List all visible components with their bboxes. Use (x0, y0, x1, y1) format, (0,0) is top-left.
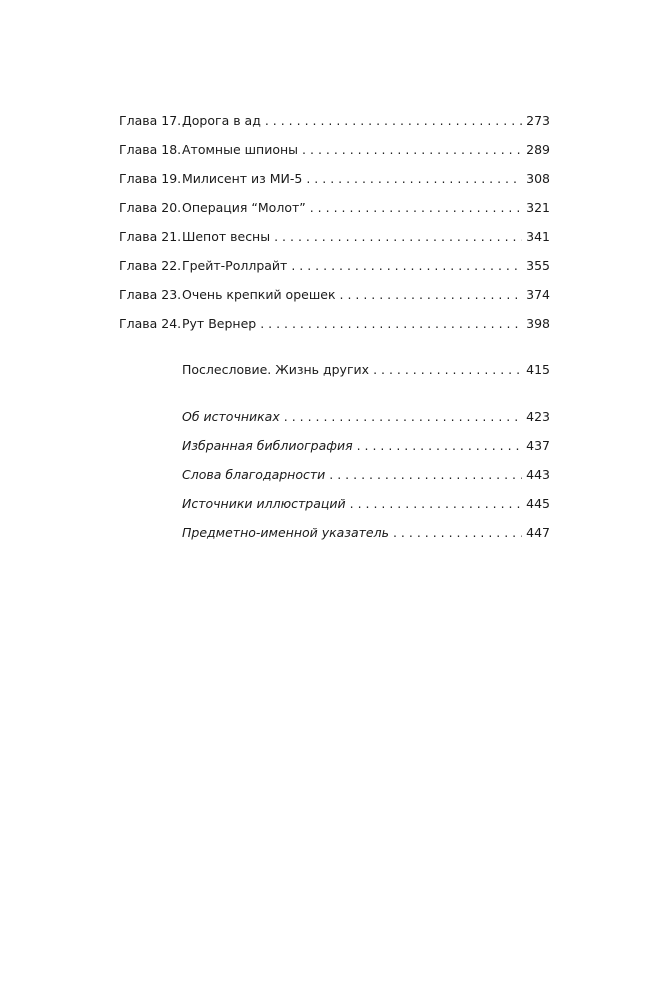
chapter-title: Операция “Молот” (182, 200, 306, 215)
toc-entry (182, 228, 550, 246)
dot-leader (350, 495, 523, 513)
page-number: 289 (526, 142, 550, 157)
dot-leader (302, 141, 522, 159)
toc-chapter-21 (0, 228, 659, 246)
chapter-title: Рут Вернер (182, 316, 257, 331)
dot-leader (393, 524, 522, 542)
dot-leader (306, 170, 522, 188)
page-number: 437 (526, 438, 550, 453)
page-number: 308 (526, 171, 550, 186)
chapter-label: Глава 23. (119, 287, 182, 302)
toc-entry (182, 112, 550, 130)
toc-chapter-18 (0, 141, 659, 159)
toc-entry (182, 524, 550, 542)
appendix-title: Предметно-именной указатель (182, 525, 389, 540)
chapter-title: Милисент из МИ-5 (182, 171, 303, 186)
dot-leader (329, 466, 522, 484)
chapter-label: Глава 22. (119, 258, 182, 273)
chapter-title: Атомные шпионы (182, 142, 299, 157)
dot-leader (373, 361, 522, 379)
toc-chapter-23 (0, 286, 659, 304)
chapter-label: Глава 24. (119, 316, 182, 331)
chapter-label: Глава 18. (119, 142, 182, 157)
dot-leader (274, 228, 522, 246)
chapter-title: Грейт-Роллрайт (182, 258, 288, 273)
dot-leader (310, 199, 522, 217)
page-number: 374 (526, 287, 550, 302)
chapter-title: Шепот весны (182, 229, 271, 244)
page-number: 341 (526, 229, 550, 244)
chapter-label: Глава 20. (119, 200, 182, 215)
toc-entry (182, 170, 550, 188)
toc-appendix-acknowledgements (0, 466, 659, 484)
toc-entry (182, 199, 550, 217)
chapter-title: Дорога в ад (182, 113, 261, 128)
appendix-title: Об источниках (182, 409, 280, 424)
toc-appendix-illustrations (0, 495, 659, 513)
page-number: 423 (526, 409, 550, 424)
toc-entry (182, 141, 550, 159)
chapter-label: Глава 17. (119, 113, 182, 128)
toc-chapter-22 (0, 257, 659, 275)
dot-leader (291, 257, 522, 275)
dot-leader (357, 437, 523, 455)
page-number: 415 (526, 362, 550, 377)
toc-chapter-19 (0, 170, 659, 188)
afterword-title: Послесловие. Жизнь других (182, 362, 370, 377)
toc-appendix-index (0, 524, 659, 542)
chapter-label: Глава 21. (119, 229, 182, 244)
toc-afterword (0, 361, 659, 379)
toc-chapter-24 (0, 315, 659, 333)
chapter-label: Глава 19. (119, 171, 182, 186)
toc-appendix-bibliography (0, 437, 659, 455)
page-number: 445 (526, 496, 550, 511)
page-number: 321 (526, 200, 550, 215)
page-number: 447 (526, 525, 550, 540)
page-number: 398 (526, 316, 550, 331)
appendix-title: Слова благодарности (182, 467, 326, 482)
toc-chapter-17 (0, 112, 659, 130)
toc-entry (182, 495, 550, 513)
dot-leader (260, 315, 522, 333)
toc-appendix-sources (0, 408, 659, 426)
page-number: 273 (526, 113, 550, 128)
page-number: 443 (526, 467, 550, 482)
dot-leader (340, 286, 523, 304)
toc-entry (182, 408, 550, 426)
appendix-title: Источники иллюстраций (182, 496, 346, 511)
toc-entry (182, 361, 550, 379)
dot-leader (284, 408, 522, 426)
toc-entry (182, 257, 550, 275)
dot-leader (265, 112, 522, 130)
toc-entry (182, 286, 550, 304)
toc-entry (182, 437, 550, 455)
toc-chapter-20 (0, 199, 659, 217)
toc-entry (182, 466, 550, 484)
toc-entry (182, 315, 550, 333)
chapter-title: Очень крепкий орешек (182, 287, 336, 302)
page-number: 355 (526, 258, 550, 273)
appendix-title: Избранная библиография (182, 438, 353, 453)
